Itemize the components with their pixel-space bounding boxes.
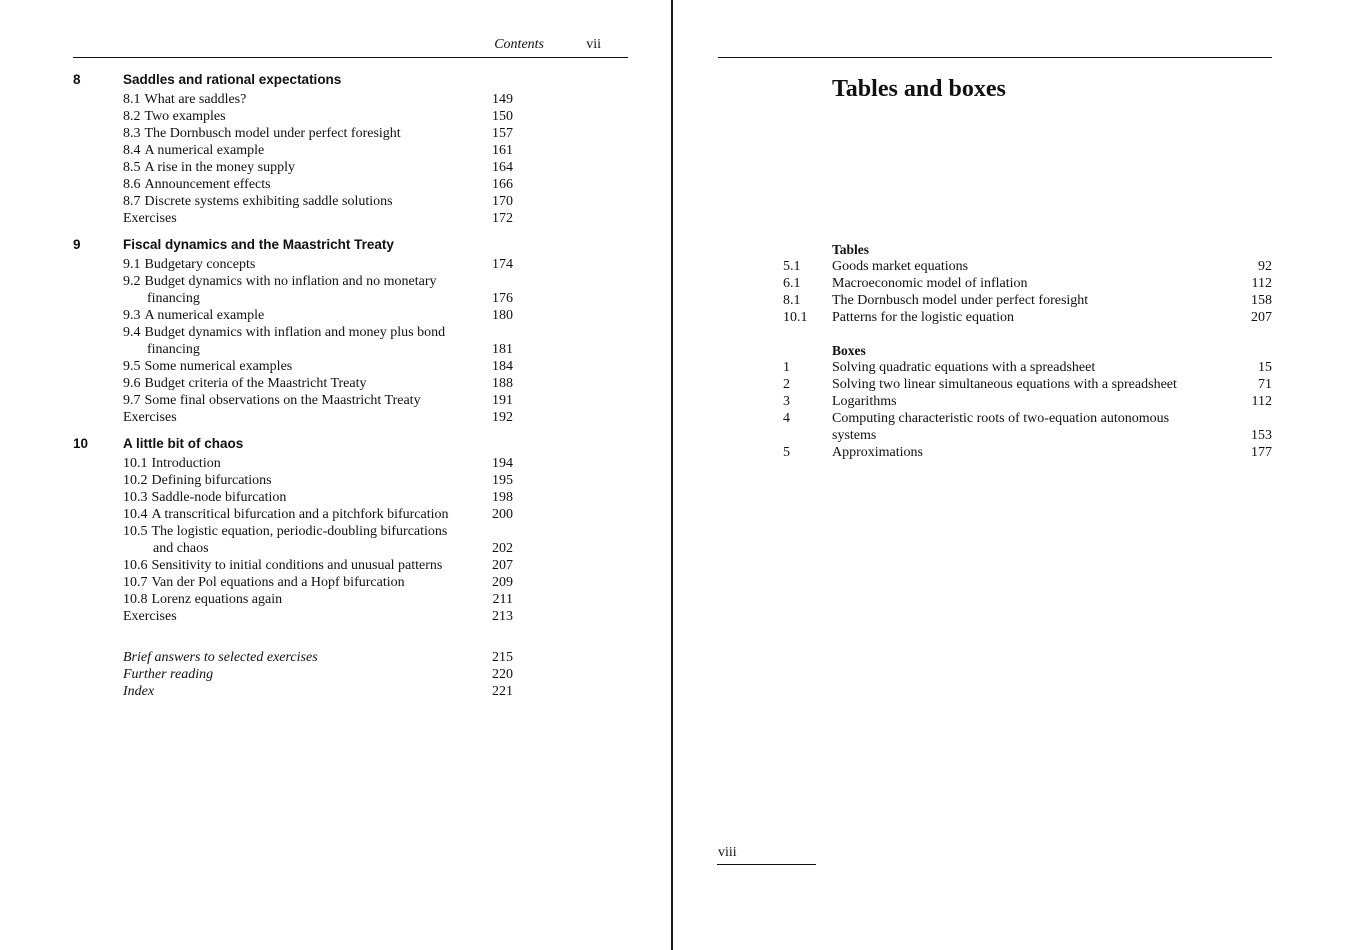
box-title-continuation: systems <box>832 428 877 443</box>
section-number: 8.1 <box>123 92 141 107</box>
toc-entry[interactable] <box>73 375 533 392</box>
page-number: 112 <box>1251 276 1272 291</box>
page-number: 172 <box>492 211 513 226</box>
section-number: 10.2 <box>123 473 148 488</box>
header-rule <box>718 57 1272 58</box>
section-title: Defining bifurcations <box>151 473 272 488</box>
toc-entry[interactable] <box>73 392 533 409</box>
section-number: 9.6 <box>123 376 141 391</box>
toc-entry[interactable] <box>73 557 533 574</box>
running-header <box>73 36 628 58</box>
page-number: 153 <box>1251 428 1272 443</box>
section-title: A rise in the money supply <box>144 160 295 175</box>
page-number: 180 <box>492 308 513 323</box>
backmatter <box>73 649 533 700</box>
page-number: 150 <box>492 109 513 124</box>
toc-entry[interactable] <box>73 523 533 557</box>
table-entry[interactable] <box>783 258 1272 275</box>
table-of-contents <box>73 71 533 700</box>
section-title: Discrete systems exhibiting saddle solutions <box>144 194 393 209</box>
page-number: 200 <box>492 507 513 522</box>
toc-entry-exercises[interactable] <box>73 210 533 227</box>
section-number: 10.5 <box>123 524 148 539</box>
toc-entry[interactable] <box>73 591 533 608</box>
section-title: A transcritical bifurcation and a pitchfork bifurcation <box>151 507 449 522</box>
page-number: 215 <box>492 650 513 665</box>
page-number: 207 <box>492 558 513 573</box>
section-title: The Dornbusch model under perfect foresight <box>144 126 401 141</box>
chapter-number: 10 <box>73 436 89 451</box>
page-number: 176 <box>492 291 513 306</box>
table-number: 10.1 <box>783 310 808 325</box>
section-title: Budget dynamics with no inflation and no monetary <box>144 274 437 289</box>
section-title: Budget dynamics with inflation and money plus bond <box>144 325 446 340</box>
table-number: 8.1 <box>783 293 801 308</box>
page-number: 164 <box>492 160 513 175</box>
section-title: A numerical example <box>144 143 265 158</box>
page-title: Tables and boxes <box>832 76 1006 102</box>
section-title: Introduction <box>151 456 221 471</box>
table-entry[interactable] <box>783 275 1272 292</box>
page-number: 202 <box>492 541 513 556</box>
section-number: 9.7 <box>123 393 141 408</box>
section-title: Lorenz equations again <box>151 592 283 607</box>
page-number: 220 <box>492 667 513 682</box>
section-number: 10.7 <box>123 575 148 590</box>
toc-entry[interactable] <box>73 159 533 176</box>
toc-entry[interactable] <box>73 125 533 142</box>
toc-entry-exercises[interactable] <box>73 608 533 625</box>
running-header-page-number: vii <box>586 37 601 52</box>
section-title: Van der Pol equations and a Hopf bifurcation <box>151 575 405 590</box>
backmatter-title: Brief answers to selected exercises <box>123 650 318 665</box>
section-number: 10.6 <box>123 558 148 573</box>
page-number: 15 <box>1258 360 1272 375</box>
box-entry[interactable] <box>783 376 1272 393</box>
box-title: Solving two linear simultaneous equations with a spreadsheet <box>832 377 1177 392</box>
table-number: 5.1 <box>783 259 801 274</box>
section-title: The logistic equation, periodic-doubling bifurcations <box>151 524 448 539</box>
section-number: 10.3 <box>123 490 148 505</box>
section-title: Sensitivity to initial conditions and unusual patterns <box>151 558 443 573</box>
table-title: Macroeconomic model of inflation <box>832 276 1028 291</box>
page-number: 161 <box>492 143 513 158</box>
section-number: 9.4 <box>123 325 141 340</box>
section-title: Some final observations on the Maastricht Treaty <box>144 393 421 408</box>
page-number: 207 <box>1251 310 1272 325</box>
box-title: Computing characteristic roots of two-equation autonomous <box>832 411 1170 426</box>
section-title-continuation: financing <box>147 342 200 357</box>
toc-entry-index[interactable] <box>73 683 533 700</box>
section-number: 8.3 <box>123 126 141 141</box>
page-number: 192 <box>492 410 513 425</box>
page-number: 211 <box>492 592 513 607</box>
box-entry[interactable] <box>783 444 1272 461</box>
box-number: 5 <box>783 445 790 460</box>
page-number: 181 <box>492 342 513 357</box>
book-spine-divider <box>671 0 673 950</box>
chapter-9 <box>73 236 533 426</box>
table-title: Goods market equations <box>832 259 969 274</box>
running-header-title: Contents <box>494 37 544 52</box>
page-number: 149 <box>492 92 513 107</box>
boxes-list <box>783 342 1272 461</box>
chapter-number: 9 <box>73 237 81 252</box>
section-number: 8.6 <box>123 177 141 192</box>
page-number: 194 <box>492 456 513 471</box>
chapter-8 <box>73 71 533 227</box>
chapter-title: A little bit of chaos <box>123 436 244 451</box>
section-number: 8.5 <box>123 160 141 175</box>
section-title-continuation: and chaos <box>153 541 209 556</box>
toc-entry[interactable] <box>73 142 533 159</box>
left-page-contents <box>0 0 672 950</box>
boxes-heading: Boxes <box>832 343 866 358</box>
table-entry[interactable] <box>783 309 1272 326</box>
page-number: 166 <box>492 177 513 192</box>
section-number: 9.1 <box>123 257 141 272</box>
page-number: 177 <box>1251 445 1272 460</box>
box-title: Logarithms <box>832 394 897 409</box>
box-title: Approximations <box>832 445 923 460</box>
section-title: Budgetary concepts <box>144 257 256 272</box>
folio-rule <box>717 864 816 865</box>
section-number: 8.4 <box>123 143 141 158</box>
section-number: 8.2 <box>123 109 141 124</box>
toc-entry[interactable] <box>73 472 533 489</box>
section-number: 9.5 <box>123 359 141 374</box>
chapter-title: Saddles and rational expectations <box>123 72 342 87</box>
box-entry[interactable] <box>783 393 1272 410</box>
toc-entry[interactable] <box>73 273 533 307</box>
page-number: 221 <box>492 684 513 699</box>
right-page-tables-and-boxes <box>674 0 1346 950</box>
section-title: Two examples <box>144 109 226 124</box>
toc-entry[interactable] <box>73 489 533 506</box>
section-title: Budget criteria of the Maastricht Treaty <box>144 376 367 391</box>
table-title: Patterns for the logistic equation <box>832 310 1014 325</box>
toc-entry[interactable] <box>73 256 533 273</box>
toc-entry[interactable] <box>73 307 533 324</box>
section-number: 10.8 <box>123 592 148 607</box>
page-number: 71 <box>1258 377 1272 392</box>
toc-entry[interactable] <box>73 506 533 523</box>
section-title-continuation: financing <box>147 291 200 306</box>
section-title: Saddle-node bifurcation <box>151 490 287 505</box>
toc-entry[interactable] <box>73 91 533 108</box>
chapter-title: Fiscal dynamics and the Maastricht Treaty <box>123 237 394 252</box>
page-number: 213 <box>492 609 513 624</box>
section-title: Exercises <box>123 211 177 226</box>
toc-entry[interactable] <box>73 574 533 591</box>
page-number: 92 <box>1258 259 1272 274</box>
section-title: A numerical example <box>144 308 265 323</box>
toc-entry[interactable] <box>73 358 533 375</box>
backmatter-title: Index <box>123 684 155 699</box>
section-number: 9.2 <box>123 274 141 289</box>
chapter-heading <box>73 236 533 256</box>
page-number: 112 <box>1251 394 1272 409</box>
tables-list <box>783 241 1272 326</box>
box-entry[interactable] <box>783 410 1272 444</box>
page-number: 184 <box>492 359 513 374</box>
page-number: 170 <box>492 194 513 209</box>
section-number: 8.7 <box>123 194 141 209</box>
table-title: The Dornbusch model under perfect foresight <box>832 293 1089 308</box>
section-number: 9.3 <box>123 308 141 323</box>
section-title: Exercises <box>123 609 177 624</box>
section-title: What are saddles? <box>144 92 247 107</box>
toc-entry[interactable] <box>73 324 533 358</box>
tables-heading: Tables <box>832 242 870 257</box>
section-title: Announcement effects <box>144 177 271 192</box>
chapter-number: 8 <box>73 72 81 87</box>
chapter-10 <box>73 435 533 625</box>
toc-entry[interactable] <box>73 108 533 125</box>
chapter-heading <box>73 435 533 455</box>
box-number: 2 <box>783 377 790 392</box>
page-number: 158 <box>1251 293 1272 308</box>
page-number: 195 <box>492 473 513 488</box>
backmatter-title: Further reading <box>123 667 214 682</box>
toc-entry-further-reading[interactable] <box>73 666 533 683</box>
box-number: 3 <box>783 394 790 409</box>
box-title: Solving quadratic equations with a spreadsheet <box>832 360 1096 375</box>
page-number: 209 <box>492 575 513 590</box>
table-entry[interactable] <box>783 292 1272 309</box>
page-number: 174 <box>492 257 513 272</box>
box-number: 1 <box>783 360 790 375</box>
toc-entry[interactable] <box>73 176 533 193</box>
box-entry[interactable] <box>783 359 1272 376</box>
section-title: Exercises <box>123 410 177 425</box>
table-number: 6.1 <box>783 276 801 291</box>
section-title: Some numerical examples <box>144 359 293 374</box>
page-number: 188 <box>492 376 513 391</box>
page-number: 157 <box>492 126 513 141</box>
toc-entry-answers[interactable] <box>73 649 533 666</box>
toc-entry-exercises[interactable] <box>73 409 533 426</box>
toc-entry[interactable] <box>73 455 533 472</box>
tables-and-boxes-lists <box>783 241 1272 477</box>
toc-entry[interactable] <box>73 193 533 210</box>
page-number: 191 <box>492 393 513 408</box>
chapter-heading <box>73 71 533 91</box>
section-number: 10.4 <box>123 507 148 522</box>
box-number: 4 <box>783 411 790 426</box>
page-folio: viii <box>718 845 737 860</box>
page-number: 198 <box>492 490 513 505</box>
section-number: 10.1 <box>123 456 148 471</box>
